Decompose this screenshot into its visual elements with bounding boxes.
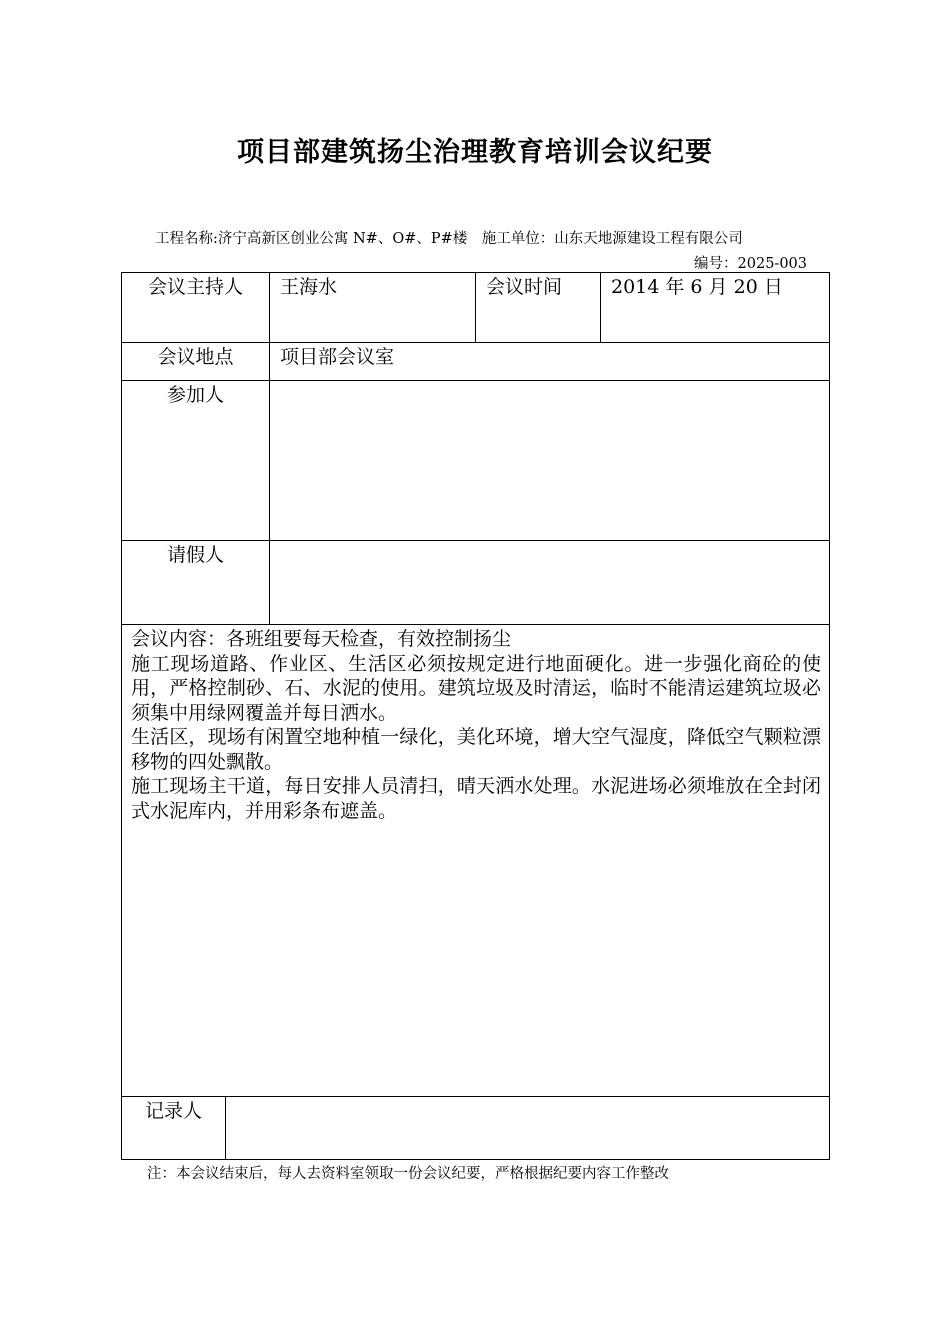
recorder-label: 记录人 (122, 1097, 226, 1160)
project-info-line: 工程名称:济宁高新区创业公寓 N#、O#、P#楼 施工单位：山东天地源建设工程有限公司 (155, 231, 743, 247)
leave-label: 请假人 (122, 541, 270, 625)
minutes-table (121, 272, 830, 1160)
attendees-label: 参加人 (122, 381, 270, 541)
time-value: 2014 年 6 月 20 日 (601, 273, 830, 343)
attendees-value (270, 381, 830, 541)
document-code: 编号：2025-003 (694, 256, 807, 272)
place-value: 项目部会议室 (270, 343, 830, 381)
place-label: 会议地点 (122, 343, 270, 381)
time-label: 会议时间 (476, 273, 601, 343)
content-paragraph: 施工现场道路、作业区、生活区必须按规定进行地面硬化。进一步强化商砼的使用，严格控制砂、石、水泥的使用。建筑垃圾及时清运，临时不能清运建筑垃圾必须集中用绿网覆盖并每日洒水。 (131, 652, 821, 724)
leave-value (270, 541, 830, 625)
recorder-value (226, 1097, 830, 1160)
content-paragraph: 生活区，现场有闲置空地种植一绿化，美化环境，增大空气湿度，降低空气颗粒漂移物的四处飘散。 (131, 726, 821, 773)
footer-note: 注：本会议结束后，每人去资料室领取一份会议纪要，严格根据纪要内容工作整改 (147, 1166, 669, 1182)
host-value: 王海水 (270, 273, 476, 343)
content-paragraph: 会议内容：各班组要每天检查，有效控制扬尘 (131, 628, 512, 650)
meeting-content (122, 625, 830, 1097)
content-paragraph: 施工现场主干道，每日安排人员清扫，晴天洒水处理。水泥进场必须堆放在全封闭式水泥库内，并用彩条布遮盖。 (131, 775, 821, 822)
document-title: 项目部建筑扬尘治理教育培训会议纪要 (237, 137, 713, 168)
host-label: 会议主持人 (122, 273, 270, 343)
